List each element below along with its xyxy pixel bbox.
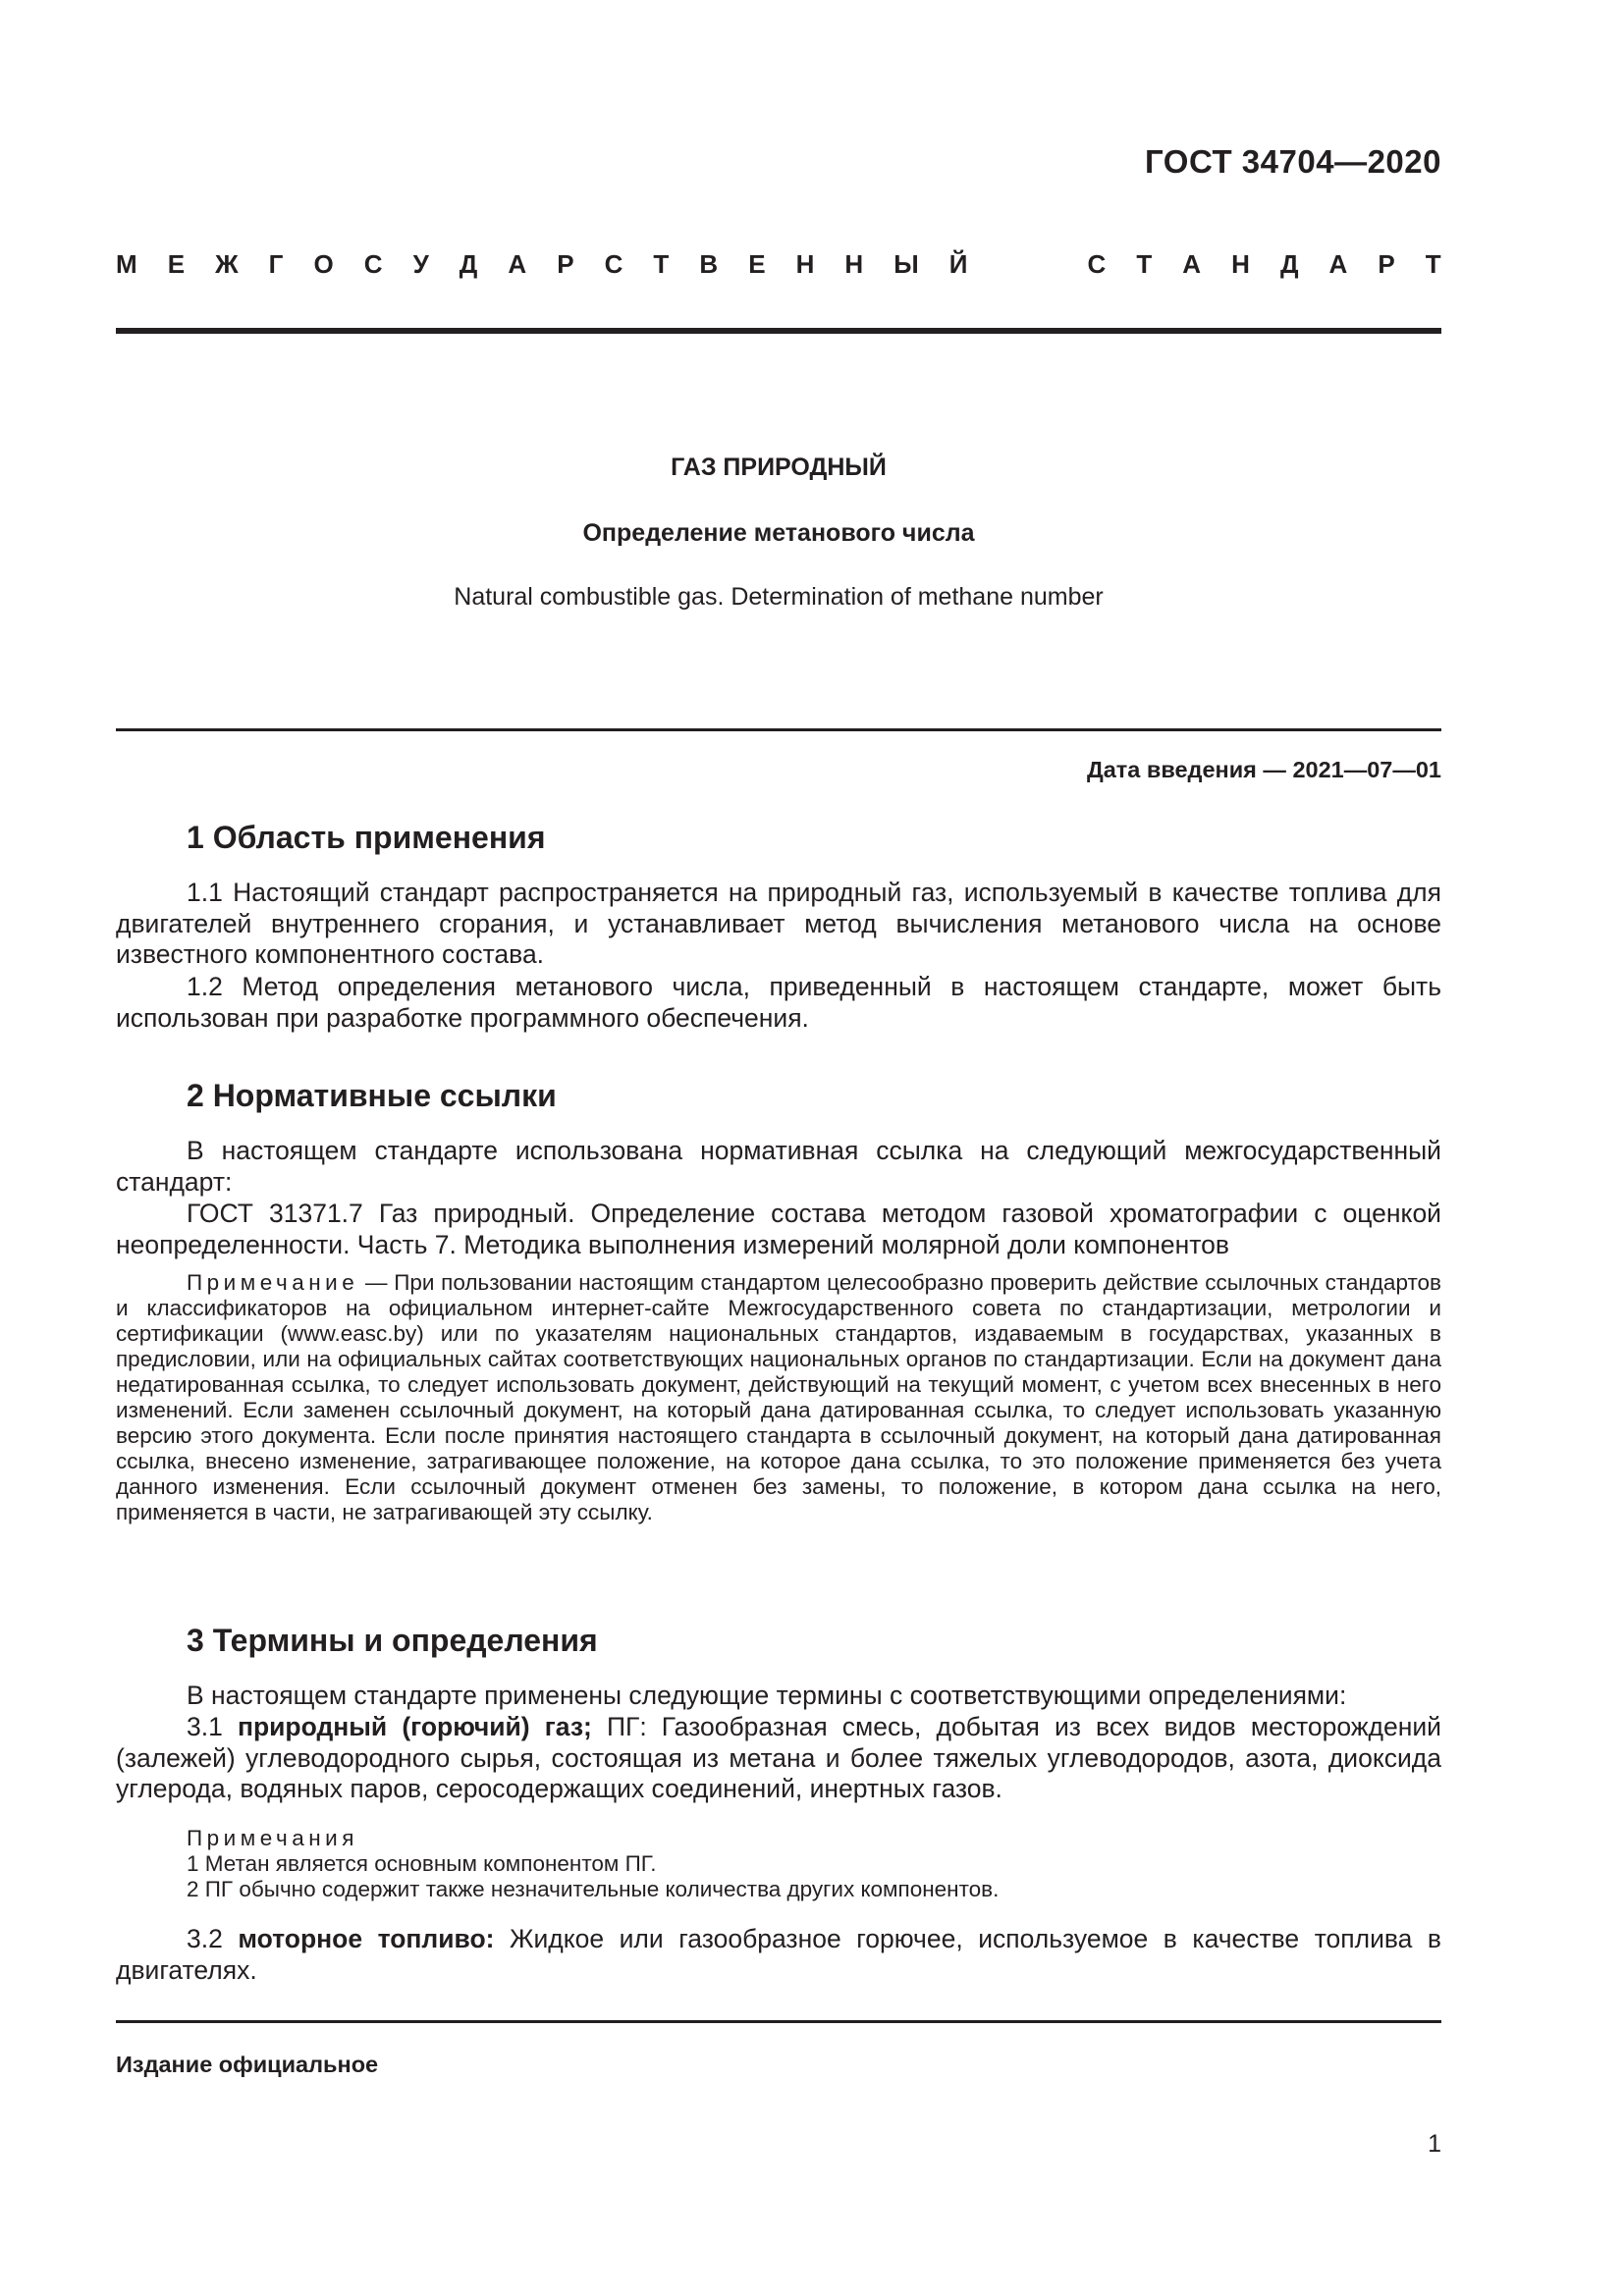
banner-letter: С: [604, 249, 623, 279]
paragraph-2-1: В настоящем стандарте использована нормативная ссылка на следующий межгосударственный стандарт:: [116, 1136, 1441, 1197]
section-2-note: [116, 1270, 1441, 1525]
note-text: — При пользовании настоящим стандартом целесообразно проверить действие ссылочных стандартов и классификаторов на официальном интернет-сайте Межгосударственного совета по стандартизации, метрологии и сертификации (www.easc.by) или по указателям национальных стандартов, издаваемым в государствах, указанных в предисловии, или на официальных сайтах соответствующих национальных органов по стандартизации. Если на документ дана недатированная ссылка, то следует использовать документ, действующий на текущий момент, с учетом всех внесенных в него изменений. Если заменен ссылочный документ, на который дана датированная ссылка, то следует использовать указанную версию этого документа. Если после принятия настоящего стандарта в ссылочный документ, на который дана датированная ссылка, внесено изменение, затрагивающее положение, на которое дана ссылка, то это положение применяется без учета данного изменения. Если ссылочный документ отменен без замены, то положение, в котором дана ссылка на него, применяется в части, не затрагивающей эту ссылку.: [116, 1270, 1441, 1524]
banner-letter: Р: [557, 249, 574, 279]
banner-letter: Г: [268, 249, 284, 279]
section-3-heading: 3 Термины и определения: [187, 1623, 598, 1658]
standard-type-banner: [116, 249, 1441, 280]
paragraph-1-2: 1.2 Метод определения метанового числа, приведенный в настоящем стандарте, может быть использован при разработке программного обеспечения.: [116, 972, 1441, 1033]
bottom-divider: [116, 2020, 1441, 2023]
banner-letter: С: [1087, 249, 1107, 279]
note-2: 2 ПГ обычно содержит также незначительные количества других компонентов.: [187, 1877, 1000, 1901]
banner-letter: Р: [1378, 249, 1395, 279]
section-1-heading: 1 Область применения: [187, 820, 546, 855]
term-3-2: [116, 1924, 1441, 1986]
banner-letter: О: [313, 249, 334, 279]
banner-letter: У: [412, 249, 429, 279]
document-subtitle: Определение метанового числа: [582, 519, 975, 547]
term-name: природный (горючий) газ;: [237, 1712, 592, 1741]
banner-letter: Ы: [893, 249, 919, 279]
introduction-date: Дата введения — 2021—07—01: [1086, 757, 1441, 782]
banner-letter: Ж: [215, 249, 239, 279]
banner-letter: Д: [1279, 249, 1299, 279]
paragraph-1-1: 1.1 Настоящий стандарт распространяется на природный газ, используемый в качестве топлива для двигателей внутреннего сгорания, и устанавливает метод вычисления метанового числа на основе известного компонентного состава.: [116, 878, 1441, 969]
banner-letter: Н: [1231, 249, 1250, 279]
english-title: Natural combustible gas. Determination of methane number: [454, 583, 1104, 611]
term-number: 3.2: [187, 1924, 239, 1953]
note-label: Примечание: [187, 1270, 359, 1295]
banner-letter: А: [1328, 249, 1348, 279]
banner-letter: А: [508, 249, 527, 279]
banner-letter: Е: [167, 249, 186, 279]
banner-letter: Т: [1136, 249, 1153, 279]
paragraph-3-intro: В настоящем стандарте применены следующие термины с соответствующими определениями:: [187, 1681, 1347, 1710]
term-definition: ПГ: Газообразная смесь, добытая из всех видов месторождений (залежей) углеводородного сырья, состоящая из метана и более тяжелых углеводородов, азота, диоксида углерода, водяных паров, серосодержащих соединений, инертных газов.: [116, 1712, 1441, 1803]
document-title: ГАЗ ПРИРОДНЫЙ: [671, 454, 887, 481]
banner-letter: М: [116, 249, 137, 279]
note-1: 1 Метан является основным компонентом ПГ.: [187, 1851, 657, 1876]
banner-letter: А: [1182, 249, 1202, 279]
top-divider: [116, 328, 1441, 334]
term-number: 3.1: [187, 1712, 238, 1741]
banner-letter: С: [363, 249, 383, 279]
page-number: 1: [1428, 2130, 1441, 2158]
official-edition-label: Издание официальное: [116, 2052, 379, 2077]
banner-letter: Т: [1425, 249, 1441, 279]
document-code: ГОСТ 34704—2020: [1145, 143, 1441, 180]
banner-letter: Е: [748, 249, 766, 279]
banner-letter: Й: [948, 249, 968, 279]
banner-letter: Д: [459, 249, 478, 279]
title-divider: [116, 728, 1441, 731]
banner-letter: Н: [795, 249, 815, 279]
notes-label: Примечания: [187, 1826, 358, 1850]
term-definition: Жидкое или газообразное горючее, используемое в качестве топлива в двигателях.: [116, 1924, 1441, 1985]
banner-word-gap: [998, 249, 1056, 280]
term-3-1: [116, 1712, 1441, 1805]
banner-letter: Н: [844, 249, 864, 279]
banner-letter: В: [699, 249, 719, 279]
banner-letter: Т: [653, 249, 670, 279]
normative-reference: ГОСТ 31371.7 Газ природный. Определение состава методом газовой хроматографии с оценкой неопределенности. Часть 7. Методика выполнения измерений молярной доли компонентов: [116, 1199, 1441, 1259]
term-name: моторное топливо:: [238, 1924, 495, 1953]
section-2-heading: 2 Нормативные ссылки: [187, 1078, 557, 1113]
